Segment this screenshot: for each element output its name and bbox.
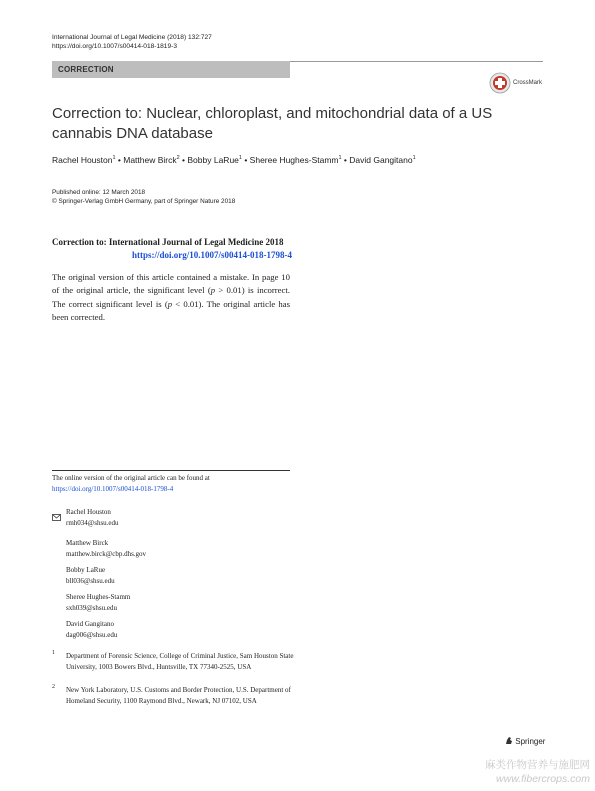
watermark-line-1: 麻类作物营养与施肥网 (485, 759, 590, 771)
contact-item (66, 507, 119, 528)
contact-item (66, 565, 115, 586)
watermark-line-2: www.fibercrops.com (496, 773, 590, 785)
affiliation-text: New York Laboratory, U.S. Customs and Border Protection, U.S. Department of Homeland Security, 1100 Raymond Blvd., Newark, NJ 07102, USA (66, 686, 291, 705)
footnote-link[interactable]: https://doi.org/10.1007/s00414-018-1798-4 (52, 484, 174, 493)
contact-item (66, 538, 146, 559)
envelope-icon (52, 508, 61, 526)
crossmark-badge[interactable] (489, 72, 543, 99)
correction-to-label: Correction to: International Journal of Legal Medicine 2018 (52, 237, 284, 247)
author-affiliation-sup: 1 (338, 155, 342, 162)
contact-name: Sheree Hughes-Stamm (66, 593, 131, 601)
affiliation-text: Department of Forensic Science, College of Criminal Justice, Sam Houston State University, 1003 Bowers Blvd., Huntsville, TX 77340-2525, USA (66, 652, 294, 671)
contact-email[interactable]: dag006@shsu.edu (66, 630, 118, 639)
affiliation-number: 2 (52, 684, 55, 690)
footnote-text: The online version of the original article can be found at (52, 474, 210, 482)
contact-name: Bobby LaRue (66, 566, 106, 574)
crossmark-label: CrossMark (513, 80, 543, 86)
body-paragraph: The original version of this article contained a mistake. In page 10 of the original article, the significant level (p > 0.01) is incorrect. The correct significant level is (p < 0.01). The original article has been corrected. (52, 272, 290, 323)
contact-name: David Gangitano (66, 620, 115, 628)
copyright-line: © Springer-Verlag GmbH Germany, part of Springer Nature 2018 (52, 198, 236, 205)
contact-name: Matthew Birck (66, 539, 109, 547)
publisher-logo (505, 736, 545, 746)
author-affiliation-sup: 1 (412, 155, 416, 162)
affiliation-number: 1 (52, 650, 55, 656)
contact-email[interactable]: rmh034@shsu.edu (66, 518, 119, 527)
published-date: Published online: 12 March 2018 (52, 189, 146, 196)
author-affiliation-sup: 2 (176, 155, 180, 162)
contact-email[interactable]: bll036@shsu.edu (66, 576, 115, 585)
publisher-name: Springer (515, 737, 546, 746)
author-affiliation-sup: 1 (238, 155, 242, 162)
crossmark-icon (489, 72, 511, 94)
section-bar (52, 61, 290, 78)
correction-to-link[interactable]: https://doi.org/10.1007/s00414-018-1798-4 (131, 250, 292, 260)
section-label: CORRECTION (58, 65, 114, 74)
article-title: Correction to: Nuclear, chloroplast, and mitochondrial data of a US cannabis DNA database (52, 105, 493, 142)
watermark (470, 758, 590, 786)
footnote (52, 473, 292, 494)
author-name[interactable]: Rachel Houston (52, 155, 113, 165)
correction-to-block (52, 236, 292, 262)
contact-name: Rachel Houston (66, 508, 111, 516)
contact-email[interactable]: sxh039@shsu.edu (66, 603, 117, 612)
author-affiliation-sup: 1 (112, 155, 116, 162)
author-name[interactable]: David Gangitano (349, 155, 413, 165)
author-name[interactable]: Matthew Birck (123, 155, 177, 165)
author-name[interactable]: Bobby LaRue (187, 155, 239, 165)
contact-item (66, 619, 117, 640)
author-name[interactable]: Sheree Hughes-Stamm (249, 155, 339, 165)
contact-item (66, 592, 130, 613)
journal-line: International Journal of Legal Medicine (2018) 132:727 (52, 34, 212, 41)
header-rule (290, 61, 543, 62)
springer-horse-icon (505, 736, 513, 745)
footnote-rule (52, 470, 290, 471)
author-list: Rachel Houston$^1$ • Matthew Birck$^2$ • Bobby LaRue$^1$ • Sheree Hughes-Stamm$^1$ • David Gangitano$^1$ (52, 155, 416, 165)
doi-line[interactable]: https://doi.org/10.1007/s00414-018-1819-3 (52, 43, 178, 50)
contact-email[interactable]: matthew.birck@cbp.dhs.gov (66, 549, 147, 558)
